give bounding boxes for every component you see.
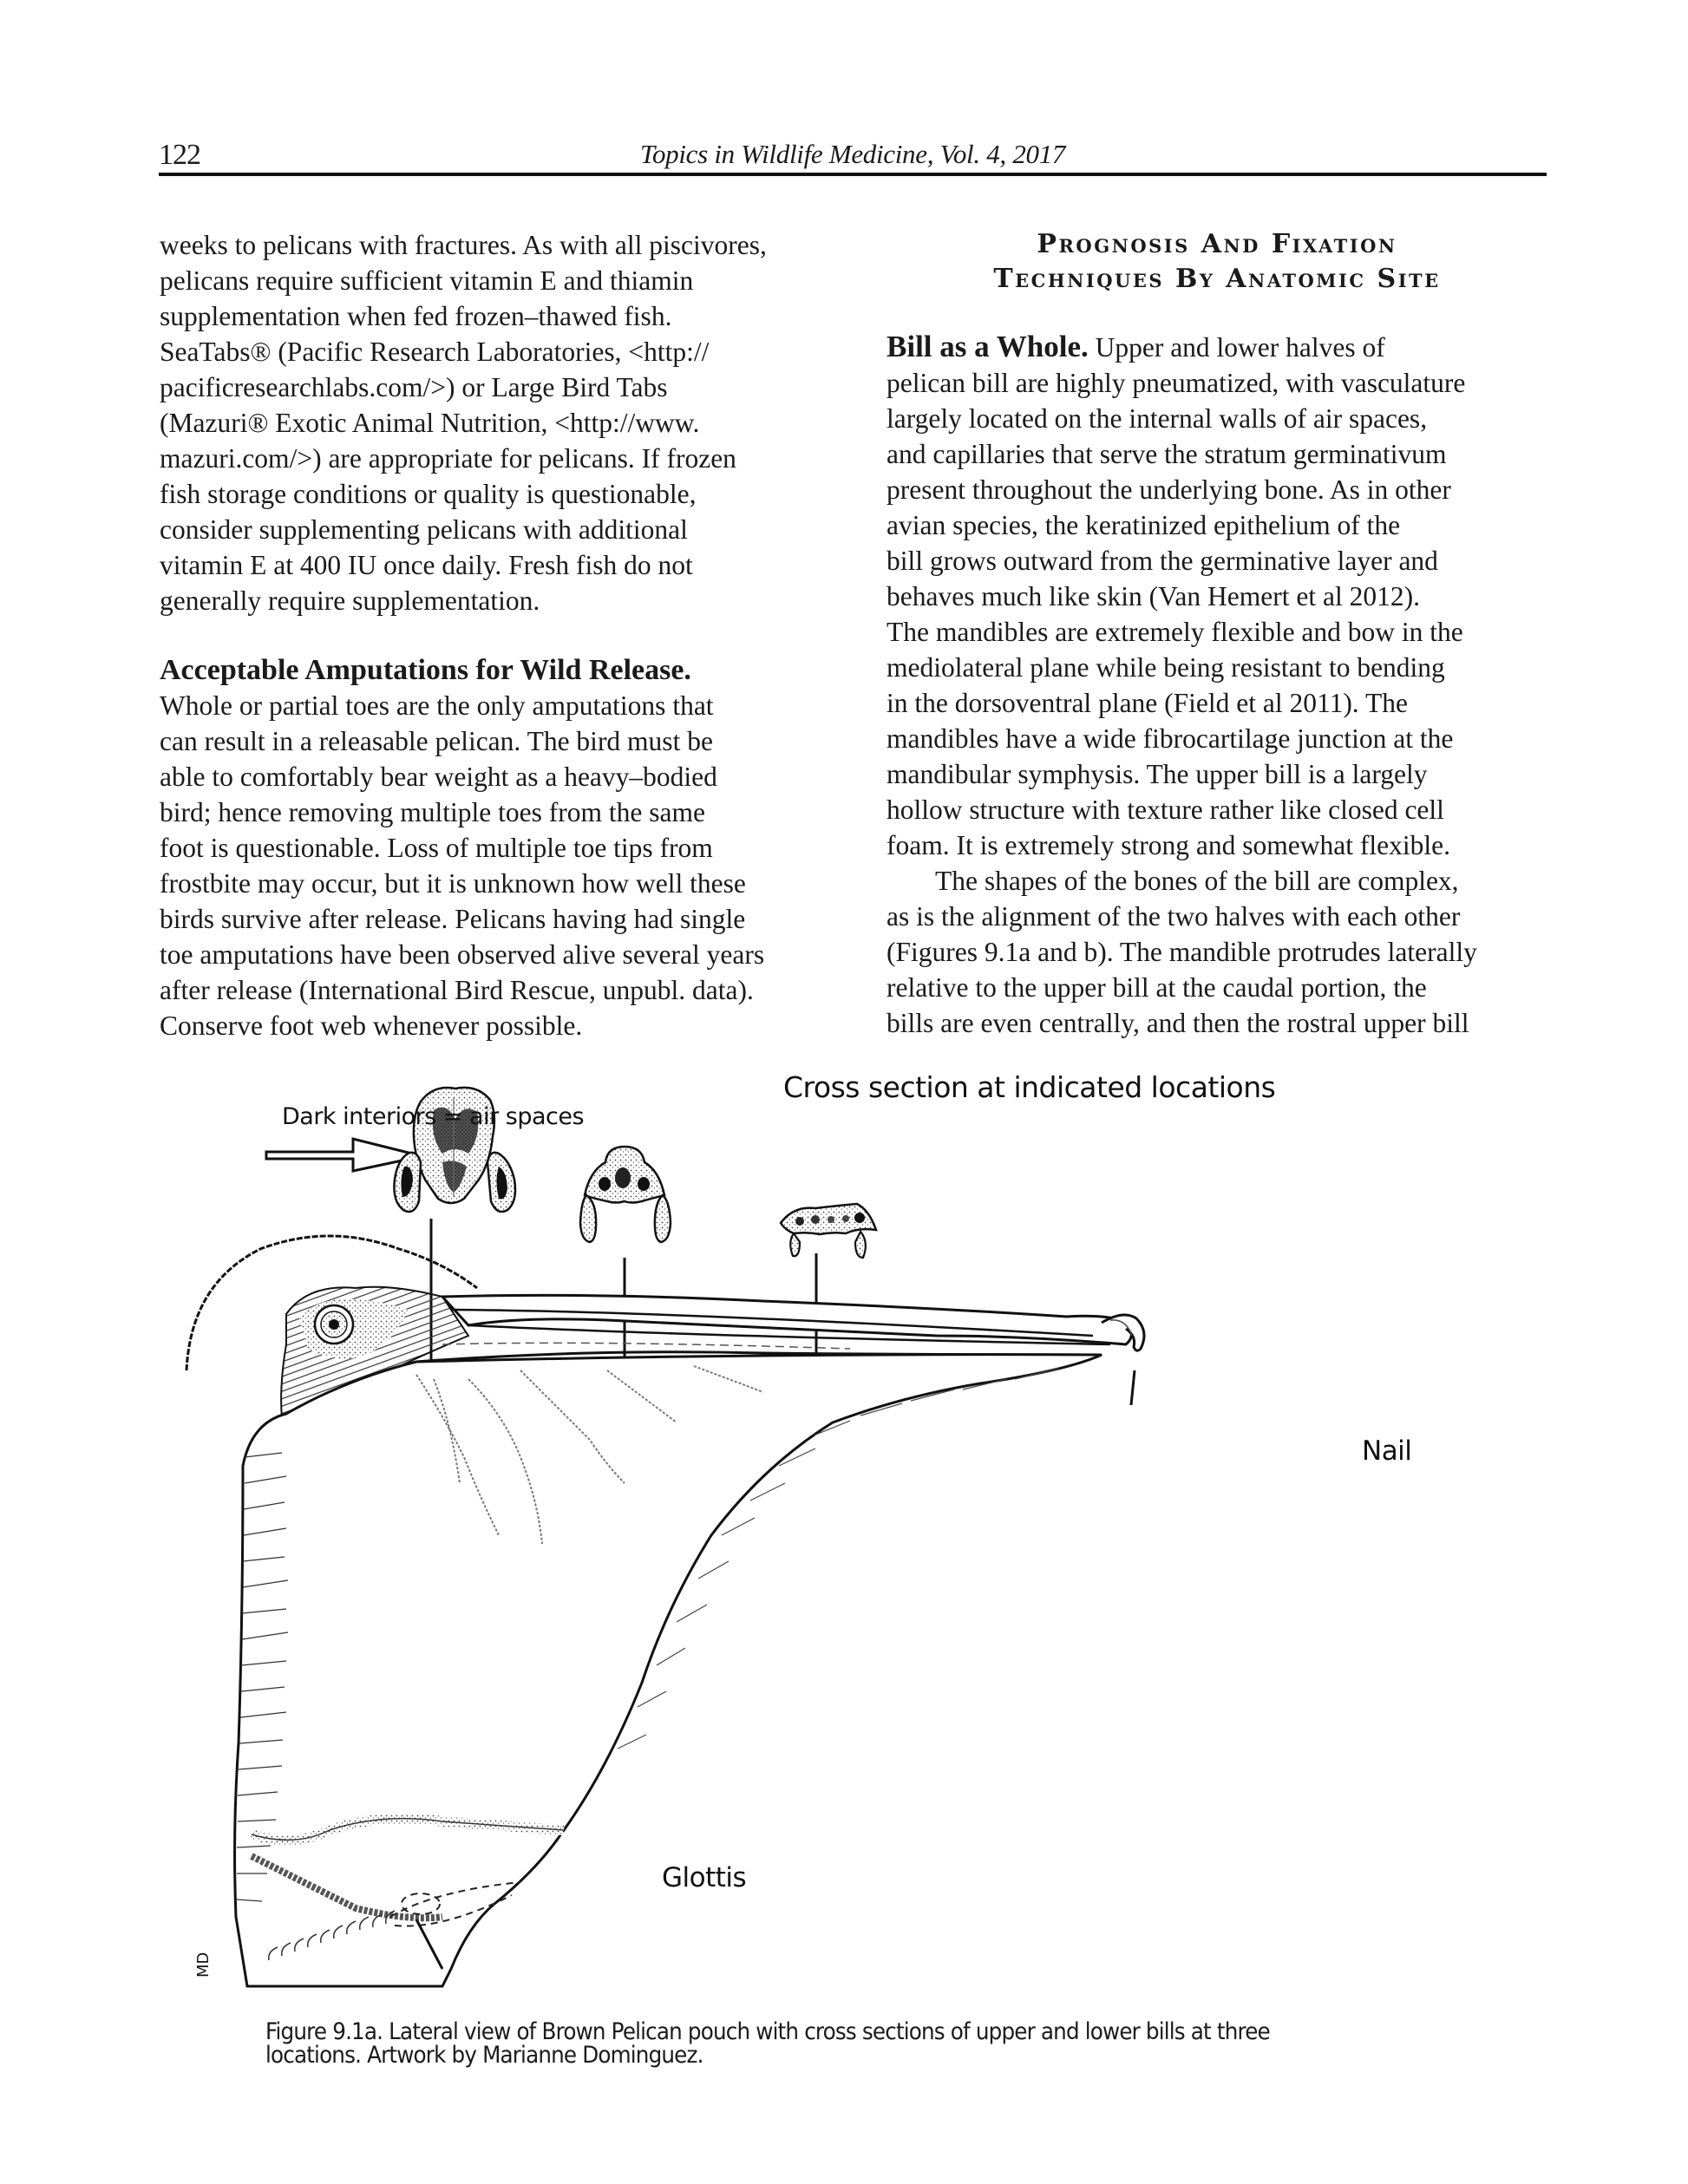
right-column xyxy=(887,227,1547,1041)
label-nail: Nail xyxy=(1362,1435,1412,1467)
section-heading-prognosis xyxy=(887,227,1547,297)
text-line: bills are even centrally, and then the rostral upper bill xyxy=(887,1008,1469,1038)
left-column xyxy=(160,227,793,1043)
text-line: behaves much like skin (Van Hemert et al 2012). xyxy=(887,581,1420,611)
text-line: fish storage conditions or quality is questionable, xyxy=(160,479,697,509)
text-line: mediolateral plane while being resistant to bending xyxy=(887,652,1445,683)
label-dark-interiors: Dark interiors = air spaces xyxy=(282,1103,585,1130)
label-glottis: Glottis xyxy=(662,1862,747,1893)
text-line: avian species, the keratinized epithelium of the xyxy=(887,510,1401,540)
pelican-illustration xyxy=(156,1049,1544,1995)
text-line: birds survive after release. Pelicans having had single xyxy=(160,904,746,934)
cross-section-middle xyxy=(580,1147,671,1242)
text-line: supplementation when fed frozen–thawed fish. xyxy=(160,301,672,331)
text-line: bird; hence removing multiple toes from the same xyxy=(160,797,705,827)
artist-signature: MD xyxy=(194,1952,213,1978)
text-line: pacificresearchlabs.com/>) or Large Bird Tabs xyxy=(160,372,668,402)
text-line: Conserve foot web whenever possible. xyxy=(160,1010,583,1041)
heading-line: Techniques By Anatomic Site xyxy=(993,264,1441,294)
text-line: can result in a releasable pelican. The bird must be xyxy=(160,726,713,756)
paragraph-vitamin-supplementation xyxy=(160,227,793,618)
text-line: relative to the upper bill at the caudal portion, the xyxy=(887,972,1427,1003)
header-rule xyxy=(159,173,1547,176)
text-line: Whole or partial toes are the only amputations that xyxy=(160,690,714,721)
text-line: mazuri.com/>) are appropriate for pelicans. If frozen xyxy=(160,443,736,474)
caption-line: locations. Artwork by Marianne Dominguez. xyxy=(265,2042,703,2069)
text-line: SeaTabs® (Pacific Research Laboratories, <http:// xyxy=(160,337,710,367)
text-line: weeks to pelicans with fractures. As with all piscivores, xyxy=(160,230,767,260)
text-line: as is the alignment of the two halves with each other xyxy=(887,901,1461,932)
heading-line: Prognosis And Fixation xyxy=(1037,229,1397,259)
journal-title: Topics in Wildlife Medicine, Vol. 4, 2017 xyxy=(639,139,1066,169)
paragraph-bill-as-whole xyxy=(887,329,1547,863)
text-line: frostbite may occur, but it is unknown how well these xyxy=(160,868,746,899)
text-line: (Mazuri® Exotic Animal Nutrition, <http://www. xyxy=(160,408,700,438)
text-line: mandibular symphysis. The upper bill is a largely xyxy=(887,759,1428,789)
text-line: pelican bill are highly pneumatized, with vasculature xyxy=(887,368,1466,398)
label-cross-section: Cross section at indicated locations xyxy=(783,1070,1276,1104)
text-line: The shapes of the bones of the bill are complex, xyxy=(935,866,1459,896)
text-line: present throughout the underlying bone. As in other xyxy=(887,474,1451,505)
section-heading-amputations: Acceptable Amputations for Wild Release. xyxy=(160,654,691,686)
text-line: after release (International Bird Rescue, unpubl. data). xyxy=(160,975,754,1005)
figure-caption xyxy=(265,2020,1363,2067)
text-line: The mandibles are extremely flexible and bow in the xyxy=(887,617,1463,647)
subheading-bill-as-whole: Bill as a Whole. xyxy=(887,330,1089,363)
text-line: consider supplementing pelicans with additional xyxy=(160,514,688,545)
caption-line: Figure 9.1a. Lateral view of Brown Pelican pouch with cross sections of upper and lower bills at three xyxy=(265,2018,1270,2045)
text-line: (Figures 9.1a and b). The mandible protrudes laterally xyxy=(887,937,1477,967)
text-line: foam. It is extremely strong and somewhat flexible. xyxy=(887,830,1450,860)
paragraph-amputations xyxy=(160,652,793,1043)
running-head xyxy=(159,132,1547,173)
text-line: in the dorsoventral plane (Field et al 2011). The xyxy=(887,688,1408,718)
eye-icon xyxy=(315,1305,353,1344)
text-line: and capillaries that serve the stratum germinativum xyxy=(887,439,1447,469)
text-run: Upper and lower halves of xyxy=(1088,332,1385,363)
text-line: pelicans require sufficient vitamin E and thiamin xyxy=(160,265,694,296)
text-line: mandibles have a wide fibrocartilage junction at the xyxy=(887,723,1454,754)
cross-section-rostral xyxy=(781,1204,876,1258)
figure-pelican-pouch xyxy=(156,1049,1544,1995)
page-number: 122 xyxy=(159,139,200,171)
paragraph-bone-shapes xyxy=(887,863,1547,1041)
text-line: vitamin E at 400 IU once daily. Fresh fish do not xyxy=(160,550,693,580)
text-line: bill grows outward from the germinative layer and xyxy=(887,546,1438,576)
text-line: generally require supplementation. xyxy=(160,585,540,616)
text-line: hollow structure with texture rather like closed cell xyxy=(887,794,1444,825)
text-line: foot is questionable. Loss of multiple toe tips from xyxy=(160,833,713,863)
text-line: largely located on the internal walls of air spaces, xyxy=(887,403,1428,434)
text-line: toe amputations have been observed alive several years xyxy=(160,939,765,970)
text-line: able to comfortably bear weight as a heavy–bodied xyxy=(160,762,717,792)
nail-pointer-line xyxy=(1131,1370,1135,1405)
